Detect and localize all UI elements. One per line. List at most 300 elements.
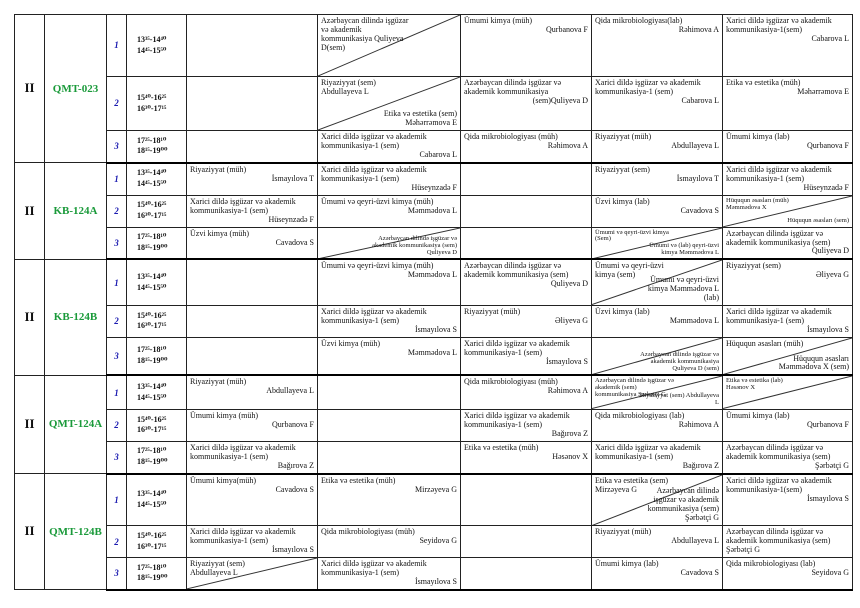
lesson-content xyxy=(461,260,591,291)
lesson-cell xyxy=(592,195,723,227)
lesson-lower: Ümumi və (lab) qeyri-üzvi kimya Məmmədova L xyxy=(649,241,719,256)
lesson-number: 3 xyxy=(107,227,127,259)
lesson-cell xyxy=(461,558,592,590)
lesson-teacher: Abdullayeva L xyxy=(671,140,719,150)
group-label: QMT-124A xyxy=(45,375,107,473)
time-range: 16³⁰-17¹⁵ xyxy=(137,211,167,221)
lesson-content xyxy=(187,442,317,473)
lesson-content xyxy=(723,475,852,506)
lesson-number: 1 xyxy=(107,375,127,409)
schedule-row xyxy=(15,259,853,305)
lesson-cell xyxy=(723,558,853,590)
lesson-time xyxy=(127,77,187,131)
lesson-subject: Üzvi kimya (müh) xyxy=(321,338,381,348)
schedule-row xyxy=(15,15,853,77)
lesson-content xyxy=(318,260,460,282)
lesson-teacher: Şərbətçi G xyxy=(815,460,849,470)
time-range: 16³⁰-17¹⁵ xyxy=(137,321,167,331)
lesson-cell xyxy=(461,195,592,227)
lesson-teacher: (sem)Quliyeva D xyxy=(532,95,588,105)
time-range: 14⁴⁵-15⁵⁰ xyxy=(137,179,167,189)
lesson-time xyxy=(127,195,187,227)
semester-label: II xyxy=(15,15,45,163)
lesson-number: 3 xyxy=(107,441,127,473)
lesson-subject: Xarici dildə işgüzar və akademik kommunikasiya-1 (sem) xyxy=(321,306,427,325)
time-range: 15⁴⁰-16²⁵ xyxy=(137,310,167,320)
schedule-row xyxy=(15,375,853,409)
lesson-teacher: İsmayılova S xyxy=(807,324,849,334)
lesson-cell xyxy=(318,305,461,337)
lesson-cell xyxy=(187,77,318,131)
lesson-cell xyxy=(187,15,318,77)
lesson-cell xyxy=(592,474,723,526)
lesson-subject: Xarici dildə işgüzar və akademik kommunikasiya-1 (sem) xyxy=(595,78,701,96)
lesson-content xyxy=(592,196,722,218)
lesson-cell xyxy=(723,163,853,195)
lesson-teacher: İsmayılova S xyxy=(415,576,457,586)
lesson-cell xyxy=(461,409,592,441)
lesson-content xyxy=(187,376,317,398)
lesson-cell xyxy=(187,227,318,259)
lesson-upper: Riyaziyyat (sem) Abdullayeva L xyxy=(190,559,245,577)
lesson-teacher: İsmayılova S xyxy=(415,324,457,334)
time-range: 14⁴⁵-15⁵⁰ xyxy=(137,45,167,55)
lesson-teacher: Seyidova G xyxy=(811,567,849,577)
lesson-lower: Riyaziyyat (sem) Abdullayeva L xyxy=(639,392,719,407)
lesson-teacher: Hüseynzadə F xyxy=(268,214,314,224)
lesson-subject: Xarici dildə işgüzar və akademik kommunikasiya-1(sem) xyxy=(726,475,832,494)
lesson-cell xyxy=(461,131,592,163)
lesson-number: 1 xyxy=(107,474,127,526)
time-range: 18¹⁵-19⁰⁰ xyxy=(137,573,168,583)
lesson-teacher: Bağırova Z xyxy=(277,460,314,470)
schedule-row xyxy=(15,227,853,259)
schedule-row xyxy=(15,305,853,337)
lesson-cell xyxy=(187,163,318,195)
lesson-cell xyxy=(592,15,723,77)
lesson-teacher: Cavadova S xyxy=(680,205,719,215)
split-cell xyxy=(318,228,460,259)
lesson-number: 2 xyxy=(107,77,127,131)
lesson-cell xyxy=(723,15,853,77)
lesson-subject: Riyaziyyat (müh) xyxy=(595,132,652,141)
lesson-cell xyxy=(318,195,461,227)
lesson-cell xyxy=(318,375,461,409)
lesson-cell xyxy=(187,375,318,409)
lesson-subject: Ümumi kimya (lab) xyxy=(726,132,790,141)
lesson-cell xyxy=(461,526,592,558)
lesson-content xyxy=(187,306,317,310)
lesson-cell xyxy=(318,441,461,473)
lesson-time xyxy=(127,441,187,473)
lesson-time xyxy=(127,163,187,195)
schedule-row xyxy=(15,526,853,558)
split-cell xyxy=(187,558,317,589)
lesson-teacher: Məhərrəmova E xyxy=(797,86,849,96)
lesson-content xyxy=(187,15,317,19)
lesson-time xyxy=(127,409,187,441)
split-cell xyxy=(592,475,722,526)
lesson-cell xyxy=(318,131,461,163)
schedule-row xyxy=(15,409,853,441)
lesson-teacher: Məmmədova L xyxy=(407,270,457,280)
lesson-content xyxy=(318,526,460,548)
lesson-content xyxy=(592,77,722,108)
lesson-content xyxy=(187,77,317,81)
lesson-subject: Qida mikrobiologiyası (lab) xyxy=(726,559,816,569)
lesson-content xyxy=(723,228,852,259)
lesson-subject: Xarici dildə işgüzar və akademik kommunikasiya-1 (sem) xyxy=(190,196,296,215)
lesson-subject: Etika və estetika (müh) xyxy=(464,442,539,452)
lesson-content xyxy=(318,558,460,589)
lesson-cell xyxy=(723,305,853,337)
lesson-content xyxy=(187,131,317,135)
schedule-row xyxy=(15,474,853,526)
split-cell xyxy=(318,77,460,130)
schedule-row xyxy=(15,77,853,131)
lesson-content xyxy=(461,376,591,398)
schedule-row xyxy=(15,195,853,227)
lesson-subject: Qida mikrobiologiyası (lab) xyxy=(595,410,685,420)
lesson-content xyxy=(592,410,722,432)
time-range: 14⁴⁵-15⁵⁰ xyxy=(137,499,167,509)
lesson-subject: Etika və estetika (müh) xyxy=(726,78,801,87)
lesson-number: 2 xyxy=(107,409,127,441)
lesson-content xyxy=(592,442,722,473)
lesson-cell xyxy=(187,558,318,590)
lesson-subject: Ümumi kimya (müh) xyxy=(190,410,258,420)
time-range: 17²⁵-18¹⁰ xyxy=(137,135,167,145)
lesson-teacher: Rəhimova A xyxy=(547,140,588,150)
lesson-cell xyxy=(723,259,853,305)
lesson-content xyxy=(723,260,852,282)
lesson-time xyxy=(127,259,187,305)
time-range: 13³⁵-14⁴⁰ xyxy=(137,271,167,281)
lesson-subject: Riyaziyyat (müh) xyxy=(464,306,521,316)
lesson-teacher: Cabarova L xyxy=(811,33,849,43)
lesson-teacher: Cavadova S xyxy=(275,484,314,494)
lesson-subject: Azərbaycan dilində işgüzar və akademik kommunikasiya (sem) xyxy=(726,442,831,461)
lesson-cell xyxy=(592,163,723,195)
lesson-cell xyxy=(318,77,461,131)
lesson-subject: Riyaziyyat (sem) xyxy=(595,164,650,174)
lesson-cell xyxy=(723,131,853,163)
lesson-subject: Qida mikrobiologiyası(lab) xyxy=(595,16,683,25)
lesson-teacher: Məmmədova L xyxy=(407,347,457,357)
lesson-teacher: Əliyeva G xyxy=(815,270,849,280)
lesson-content xyxy=(723,410,852,432)
lesson-cell xyxy=(318,227,461,259)
lesson-content xyxy=(461,77,591,108)
time-range: 13³⁵-14⁴⁰ xyxy=(137,489,167,499)
lesson-time xyxy=(127,15,187,77)
lesson-teacher: Həsənov X xyxy=(552,451,588,461)
lesson-subject: Ümumi kimya (müh) xyxy=(464,16,532,25)
lesson-teacher: Mirzəyeva G xyxy=(415,484,457,494)
lesson-subject: Azərbaycan dilində işgüzar və akademik kommunikasiya (sem) xyxy=(726,228,831,247)
lesson-lower: Azərbaycan dilində işgüzar və akademik kommunikasiya Quliyeva D (sem) xyxy=(640,351,719,372)
group-label: QMT-124B xyxy=(45,474,107,590)
lesson-lower: Azərbaycan dilində işgüzar və akademik kommunikasiya (sem) Quliyeva D xyxy=(372,235,457,256)
time-range: 17²⁵-18¹⁰ xyxy=(137,562,167,572)
lesson-teacher: Cavadova S xyxy=(275,237,314,247)
lesson-content xyxy=(461,15,591,37)
schedule-row xyxy=(15,558,853,590)
lesson-content xyxy=(723,526,852,557)
lesson-number: 2 xyxy=(107,195,127,227)
lesson-upper: Etika və estetika (lab) Həsənov X xyxy=(726,377,783,392)
lesson-cell xyxy=(723,337,853,375)
lesson-content xyxy=(592,15,722,37)
lesson-content xyxy=(187,475,317,497)
lesson-number: 2 xyxy=(107,526,127,558)
lesson-teacher: Məmmədova L xyxy=(407,205,457,215)
time-range: 13³⁵-14⁴⁰ xyxy=(137,381,167,391)
lesson-cell xyxy=(461,375,592,409)
lesson-subject: Etika və estetika (müh) xyxy=(321,475,396,485)
lesson-teacher: Qurbanova F xyxy=(807,419,849,429)
lesson-teacher: Əliyeva G xyxy=(554,315,588,325)
lesson-number: 1 xyxy=(107,259,127,305)
lesson-cell xyxy=(318,526,461,558)
lesson-subject: Ümumi kimya (lab) xyxy=(726,410,790,420)
lesson-cell xyxy=(461,77,592,131)
time-range: 17²⁵-18¹⁰ xyxy=(137,446,167,456)
time-range: 15⁴⁰-16²⁵ xyxy=(137,92,167,102)
split-cell xyxy=(318,15,460,76)
lesson-content xyxy=(318,410,460,414)
lesson-subject: Üzvi kimya (lab) xyxy=(595,306,650,316)
lesson-content xyxy=(187,164,317,186)
lesson-teacher: Qurbanova F xyxy=(272,419,314,429)
lesson-cell xyxy=(318,15,461,77)
lesson-upper: Ümumi və qeyri-üzvi kimya (sem) xyxy=(595,261,664,280)
lesson-teacher: Abdullayeva L xyxy=(266,386,314,396)
lesson-cell xyxy=(592,259,723,305)
time-range: 16³⁰-17¹⁵ xyxy=(137,425,167,435)
lesson-teacher: Quliyeva D xyxy=(811,246,849,256)
lesson-upper: Hüququn əsasları (müh) Məmmədova X xyxy=(726,196,789,211)
split-cell xyxy=(592,338,722,375)
lesson-time xyxy=(127,375,187,409)
time-range: 13³⁵-14⁴⁰ xyxy=(137,34,167,44)
time-range: 16³⁰-17¹⁵ xyxy=(137,103,167,113)
lesson-time xyxy=(127,558,187,590)
lesson-subject: Azərbaycan dilində işgüzar və akademik kommunikasiya (sem) Şərbətçi G xyxy=(726,527,831,555)
split-cell xyxy=(723,196,852,227)
lesson-upper: Azərbaycan dilində işgüzar və akademik kommunikasiya Quliyeva D(sem) xyxy=(321,16,409,52)
lesson-cell xyxy=(187,409,318,441)
split-cell xyxy=(592,260,722,305)
lesson-content xyxy=(461,306,591,328)
lesson-subject: Ümumi və qeyri-üzvi kimya (müh) xyxy=(321,261,434,271)
lesson-time xyxy=(127,305,187,337)
lesson-teacher: İsmayılova S xyxy=(807,493,849,503)
lesson-lower: Hüququn əsasları Məmmədova X (sem) xyxy=(778,353,849,372)
lesson-content xyxy=(592,526,722,548)
lesson-teacher: Abdullayeva L xyxy=(671,536,719,546)
lesson-number: 2 xyxy=(107,305,127,337)
lesson-lower: Ümumi və qeyri-üzvi kimya Məmmədova L (lab) xyxy=(647,275,719,302)
split-cell xyxy=(723,338,852,375)
group-label: QMT-023 xyxy=(45,15,107,163)
lesson-teacher: Hüseynzadə F xyxy=(411,182,457,192)
schedule-row xyxy=(15,163,853,195)
lesson-number: 1 xyxy=(107,15,127,77)
lesson-teacher: Rəhimova A xyxy=(678,24,719,34)
lesson-time xyxy=(127,474,187,526)
lesson-teacher: Hüseynzadə F xyxy=(803,182,849,192)
lesson-cell xyxy=(592,526,723,558)
lesson-cell xyxy=(723,227,853,259)
lesson-teacher: İsmayılova T xyxy=(271,173,314,183)
lesson-content xyxy=(592,558,722,580)
lesson-time xyxy=(127,526,187,558)
time-range: 15⁴⁰-16²⁵ xyxy=(137,200,167,210)
lesson-time xyxy=(127,337,187,375)
lesson-teacher: Quliyeva D xyxy=(550,279,588,289)
lesson-cell xyxy=(723,77,853,131)
lesson-lower: Azərbaycan dilində işgüzar və akademik kommunikasiya (sem) Şərbətçi G xyxy=(647,486,719,523)
lesson-subject: Xarici dildə işgüzar və akademik kommunikasiya-1 (sem) xyxy=(464,338,570,357)
lesson-subject: Xarici dildə işgüzar və akademik kommunikasiya-1 (sem) xyxy=(726,164,832,183)
lesson-upper: Ümumi və qeyri-üzvi kimya (Sem) xyxy=(595,228,669,243)
lesson-content xyxy=(592,131,722,153)
lesson-time xyxy=(127,131,187,163)
lesson-content xyxy=(461,442,591,464)
time-range: 17²⁵-18¹⁰ xyxy=(137,232,167,242)
lesson-subject: Xarici dildə işgüzar və akademik kommunikasiya-1 (sem) xyxy=(726,306,832,325)
lesson-subject: Qida mikrobiologiyası (müh) xyxy=(464,377,558,387)
time-range: 15⁴⁰-16²⁵ xyxy=(137,414,167,424)
lesson-cell xyxy=(318,337,461,375)
lesson-subject: Qida mikrobiologiyası (müh) xyxy=(321,527,415,537)
lesson-subject: Xarici dildə işgüzar və akademik kommunikasiya-1 (sem) xyxy=(321,132,427,150)
lesson-cell xyxy=(318,409,461,441)
lesson-cell xyxy=(592,131,723,163)
schedule-row xyxy=(15,131,853,163)
lesson-cell xyxy=(187,131,318,163)
lesson-lower: Hüququn əsasları (sem) xyxy=(787,216,849,224)
lesson-subject: Xarici dildə işgüzar və akademik kommunikasiya-1(sem) xyxy=(726,16,832,34)
lesson-cell xyxy=(461,259,592,305)
lesson-number: 3 xyxy=(107,131,127,163)
lesson-content xyxy=(461,228,591,232)
lesson-teacher: İsmayılova T xyxy=(676,173,719,183)
lesson-content xyxy=(318,164,460,195)
lesson-cell xyxy=(723,409,853,441)
lesson-subject: Riyaziyyat (müh) xyxy=(190,377,247,387)
lesson-cell xyxy=(318,259,461,305)
lesson-cell xyxy=(592,227,723,259)
lesson-subject: Üzvi kimya (müh) xyxy=(190,228,250,238)
semester-label: II xyxy=(15,375,45,473)
lesson-subject: Xarici dildə işgüzar və akademik kommunikasiya-1 (sem) xyxy=(464,410,570,429)
lesson-cell xyxy=(592,375,723,409)
lesson-subject: Azərbaycan dilində işgüzar və akademik kommunikasiya xyxy=(464,78,562,96)
lesson-cell xyxy=(187,259,318,305)
lesson-teacher: Cabarova L xyxy=(419,149,457,159)
lesson-content xyxy=(461,410,591,441)
lesson-upper: Azərbaycan dilində işgüzar və akademik (sem) kommunikasiya Şərbətçi G xyxy=(595,377,674,399)
time-range: 13³⁵-14⁴⁰ xyxy=(137,168,167,178)
time-range: 16³⁰-17¹⁵ xyxy=(137,541,167,551)
time-range: 17²⁵-18¹⁰ xyxy=(137,345,167,355)
lesson-cell xyxy=(187,441,318,473)
lesson-teacher: Cabarova L xyxy=(681,95,719,105)
lesson-lower: Etika və estetika (sem) Məhərrəmova E xyxy=(383,109,457,128)
lesson-content xyxy=(723,77,852,99)
lesson-cell xyxy=(723,441,853,473)
semester-label: II xyxy=(15,259,45,375)
schedule-table xyxy=(14,14,853,591)
split-cell xyxy=(723,376,852,409)
lesson-upper: Hüququn əsasları (müh) xyxy=(726,338,804,348)
lesson-time xyxy=(127,227,187,259)
lesson-content xyxy=(461,558,591,562)
lesson-cell xyxy=(592,305,723,337)
time-range: 14⁴⁵-15⁵⁰ xyxy=(137,392,167,402)
lesson-cell xyxy=(723,195,853,227)
lesson-teacher: Bağırova Z xyxy=(551,428,588,438)
lesson-content xyxy=(461,164,591,168)
lesson-cell xyxy=(723,474,853,526)
lesson-subject: Azərbaycan dilində işgüzar və akademik kommunikasiya (sem) xyxy=(464,261,569,280)
lesson-cell xyxy=(461,163,592,195)
group-label: KB-124B xyxy=(45,259,107,375)
lesson-subject: Ümumi kimya(müh) xyxy=(190,475,256,485)
lesson-content xyxy=(723,131,852,153)
lesson-subject: Riyaziyyat (müh) xyxy=(595,527,652,537)
lesson-content xyxy=(187,526,317,557)
lesson-content xyxy=(592,164,722,186)
lesson-subject: Xarici dildə işgüzar və akademik kommunikasiya-1 (sem) xyxy=(321,164,427,183)
lesson-number: 3 xyxy=(107,558,127,590)
lesson-upper: Etika və estetika (sem) Mirzəyeva G xyxy=(595,475,669,494)
time-range: 18¹⁵-19⁰⁰ xyxy=(137,243,168,252)
schedule-row xyxy=(15,337,853,375)
lesson-cell xyxy=(461,15,592,77)
semester-label: II xyxy=(15,474,45,590)
lesson-teacher: Qurbanova F xyxy=(546,24,588,34)
lesson-content xyxy=(461,475,591,479)
split-cell xyxy=(592,228,722,259)
lesson-cell xyxy=(723,375,853,409)
lesson-cell xyxy=(592,558,723,590)
lesson-content xyxy=(318,131,460,162)
lesson-content xyxy=(187,410,317,432)
lesson-cell xyxy=(461,227,592,259)
lesson-subject: Xarici dildə işgüzar və akademik kommunikasiya-1 (sem) xyxy=(595,442,701,461)
time-range: 15⁴⁰-16²⁵ xyxy=(137,530,167,540)
lesson-cell xyxy=(187,195,318,227)
lesson-subject: Xarici dildə işgüzar və akademik kommunikasiya-1 (sem) xyxy=(321,559,427,577)
lesson-content xyxy=(318,338,460,360)
lesson-cell xyxy=(592,409,723,441)
lesson-cell xyxy=(461,441,592,473)
time-range: 18¹⁵-19⁰⁰ xyxy=(137,457,168,467)
lesson-teacher: İsmayılova S xyxy=(272,545,314,555)
lesson-teacher: Qurbanova F xyxy=(807,140,849,150)
lesson-cell xyxy=(187,337,318,375)
lesson-subject: Üzvi kimya (lab) xyxy=(595,196,650,206)
lesson-teacher: Cavadova S xyxy=(680,567,719,577)
lesson-content xyxy=(461,526,591,530)
lesson-teacher: Bağırova Z xyxy=(682,460,719,470)
lesson-content xyxy=(318,376,460,380)
lesson-teacher: İsmayılova S xyxy=(546,356,588,366)
lesson-content xyxy=(187,196,317,227)
